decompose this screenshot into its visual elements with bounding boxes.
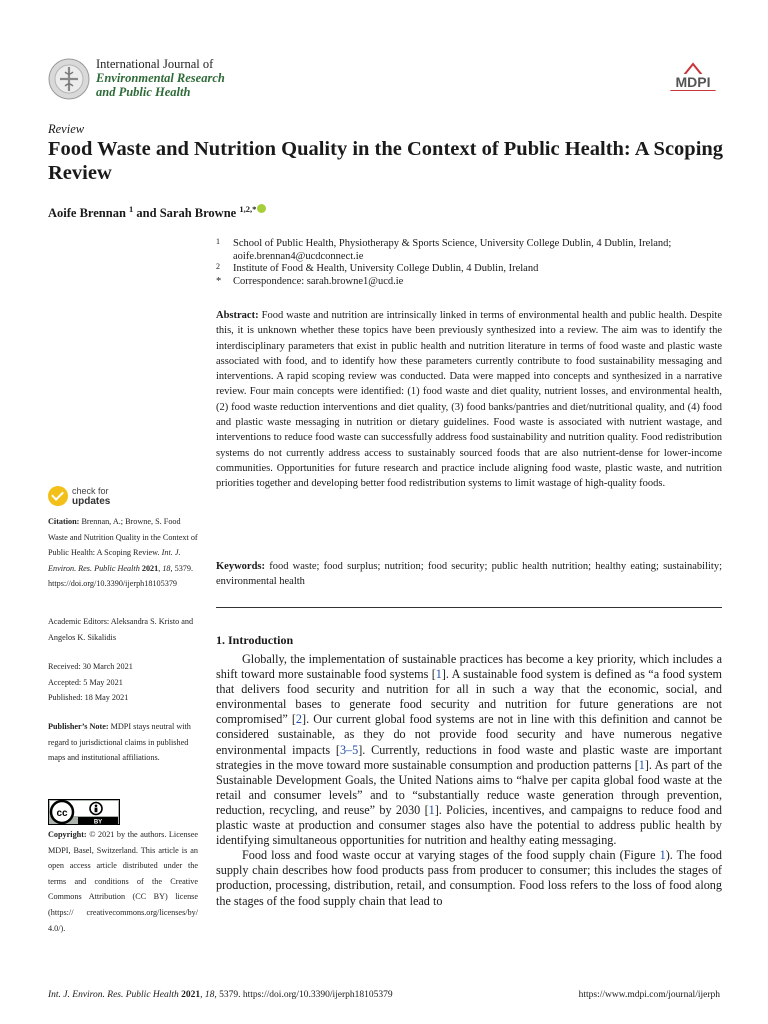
- publisher-note: [48, 719, 198, 766]
- footer-doi[interactable]: , 5379. https://doi.org/10.3390/ijerph18105379: [214, 990, 393, 1000]
- affiliation-marker: 2: [216, 262, 220, 271]
- orcid-icon[interactable]: [257, 204, 266, 213]
- affiliation-1: [216, 238, 726, 263]
- check-updates-text: [72, 487, 110, 506]
- affiliations: [216, 238, 726, 288]
- reference-link[interactable]: 1: [638, 757, 645, 772]
- paragraph-text: ]. Policies, incentives, and campaigns to reduce food and plastic waste at production and consumer stages also have the potential to address public health by identifying simultaneous opportunities for nutrition and healthy eating messaging.: [216, 802, 722, 848]
- citation-year: 2021: [141, 563, 159, 573]
- publisher-note-label: Publisher’s Note:: [48, 722, 109, 731]
- check-updates-line1: check for: [72, 486, 109, 496]
- footer-volume: 18: [204, 990, 215, 1000]
- keywords-text: food waste; food surplus; nutrition; food security; public health nutrition; healthy eating; sustainability; environmental health: [216, 561, 722, 587]
- check-updates-line2: updates: [72, 495, 111, 507]
- journal-name: [96, 57, 225, 99]
- author-list: [48, 204, 266, 221]
- author-1-affiliation: 1: [129, 204, 134, 214]
- reference-link[interactable]: 3–5: [339, 742, 359, 757]
- footer-journal-url[interactable]: https://www.mdpi.com/journal/ijerph: [578, 990, 720, 1000]
- section-heading-introduction: 1. Introduction: [216, 633, 294, 647]
- reference-link[interactable]: 1: [435, 667, 442, 682]
- paragraph: [216, 652, 722, 848]
- date-published: Published: 18 May 2021: [48, 693, 129, 703]
- journal-name-line2: Environmental Research: [96, 71, 225, 85]
- affiliation-text: School of Public Health, Physiotherapy & Sports Science, University College Dublin, 4 Dublin, Ireland; aoife.brennan4@ucdconnect.ie: [233, 238, 672, 262]
- article-title: Food Waste and Nutrition Quality in the Context of Public Health: A Scoping Review: [48, 138, 724, 184]
- abstract: [216, 308, 722, 492]
- footer-citation: Int. J. Environ. Res. Public Health 2021, 18, 5379. https://doi.org/10.3390/ijerph18105379: [48, 990, 393, 1000]
- citation-volume: 18: [162, 563, 171, 573]
- date-received: Received: 30 March 2021: [48, 662, 133, 671]
- abstract-text: Food waste and nutrition are intrinsically linked in terms of environmental health and public health. Despite this, it is unknown whether these topics have been previously synthesized into a review. The aim was to identify the interdisciplinary parameters that exist in public health and nutrition literature in terms of food waste and plastic waste associated with food, and to identify how these parameters currently contribute to food sustainability messaging and interventions. A rapid scoping review was conducted. Data were mapped into concepts and synthesized in a narrative review. Four main concepts were identified: (1) food waste and diet quality, nutrient losses, and environmental health, (2) food waste reduction interventions and diet quality, (3) food banks/pantries and diet/nutritional quality, and (4) food and plastic waste messaging in nutrition or dietary guidelines. Food waste is associated with nutrient wastage, and interventions to reduce food waste can successfully address food sustainability and nutrition quality. Food redistribution systems do not currently address access to sustainably sourced foods that are also nutrient-dense for lower-income communities. Opportunities for future research and practice include aligning food waste, plastic waste, and nutrition priorities together and developing better food redistribution systems to limit wastage of high-quality foods.: [216, 310, 722, 490]
- journal-name-line1: International Journal of: [96, 57, 214, 71]
- author-2-affiliation: 1,2,*: [239, 204, 257, 214]
- academic-editors: Academic Editors: Aleksandra S. Kristo and Angelos K. Sikalidis: [48, 617, 194, 642]
- correspondence-text: Correspondence: sarah.browne1@ucd.ie: [233, 275, 404, 287]
- paragraph-text: Globally, the implementation of sustainable practices has become a key priority, which includes a shift toward more sustainable food systems [: [216, 652, 722, 682]
- citation-label: Citation:: [48, 517, 80, 526]
- citation-doi[interactable]: , 5379. https://doi.org/10.3390/ijerph18105379: [48, 563, 194, 589]
- author-1[interactable]: Aoife Brennan: [48, 206, 126, 221]
- paragraph: [216, 848, 722, 908]
- footer-year: 2021: [181, 990, 201, 1000]
- figure-link[interactable]: 1: [659, 848, 666, 863]
- mdpi-logo-icon: [664, 62, 722, 96]
- copyright-notice: [48, 827, 198, 936]
- article-type: Review: [48, 122, 85, 136]
- cc-by-license-icon[interactable]: [48, 799, 120, 825]
- citation-text: Brennan, A.; Browne, S. Food Waste and Nutrition Quality in the Context of Public Health: A Scoping Review.: [48, 517, 198, 558]
- check-updates-icon: [48, 486, 68, 506]
- affiliation-marker: 1: [216, 237, 220, 246]
- introduction-body: [216, 652, 722, 909]
- paragraph-text: ). The food supply chain describes how food products pass from producer to consumer; this includes the stages of production, processing, distribution, retail, and consumption. Food loss refers to the loss of food along the stages of the food supply chain that lead to: [216, 848, 722, 908]
- check-for-updates-badge[interactable]: [48, 486, 158, 512]
- cc-label: cc: [56, 808, 68, 819]
- citation-journal: Int. J. Environ. Res. Public Health: [48, 548, 181, 573]
- abstract-label: Abstract:: [216, 310, 259, 321]
- affiliation-text: Institute of Food & Health, University College Dublin, 4 Dublin, Ireland: [233, 263, 539, 274]
- paragraph-text: Food loss and food waste occur at varying stages of the food supply chain (Figure: [242, 848, 660, 863]
- citation-block: Citation: Brennan, A.; Browne, S. Food Waste and Nutrition Quality in the Context of Public Health: A Scoping Review. Int. J. Environ. Res. Public Health 2021, 18, 5379. https://doi.org/10.3390/ijerph18105379: [48, 517, 198, 589]
- paragraph-text: ]. Our current global food systems are not in line with this definition and cannot be considered sustainable, as they do not provide food security and have numerous negative environmental impacts [: [216, 712, 722, 757]
- journal-logo-icon: [48, 58, 90, 100]
- keywords-label: Keywords:: [216, 561, 265, 572]
- reference-link[interactable]: 1: [428, 802, 435, 817]
- correspondence: [216, 276, 726, 289]
- publication-dates: [48, 659, 198, 706]
- author-conjunction: and: [133, 206, 160, 221]
- copyright-text: © 2021 by the authors. Licensee MDPI, Basel, Switzerland. This article is an open access article distributed under the terms and conditions of the Creative Commons Attribution (CC BY) license (https:// creativecommons.org/licenses/by/ 4.0/).: [48, 830, 199, 933]
- keywords: [216, 559, 722, 589]
- copyright-label: Copyright:: [48, 830, 87, 839]
- footer-journal: Int. J. Environ. Res. Public Health: [48, 990, 179, 1000]
- affiliation-2: [216, 263, 726, 276]
- section-divider: [216, 607, 722, 608]
- publisher-note-text: MDPI stays neutral with regard to jurisdictional claims in published maps and institutional affiliations.: [48, 722, 191, 763]
- date-accepted: Accepted: 5 May 2021: [48, 677, 123, 687]
- author-2[interactable]: Sarah Browne: [159, 206, 237, 221]
- paragraph-text: ]. As part of the Sustainable Development Goals, the United Nations aims to “halve per capita global food waste at the retail and consumer levels” and to “substantially reduce waste generation through prevention, reduction, recycling, and reuse” by 2030 [: [216, 757, 723, 817]
- paragraph-text: ]. A sustainable food system is defined as “a food system that delivers food security and nutrition for all in such a way that the economic, social, and environmental bases to generate food security and nutrition for future generations are not compromised” [: [216, 667, 722, 727]
- correspondence-marker: *: [216, 275, 222, 287]
- mdpi-logo-text: MDPI: [675, 74, 711, 90]
- journal-name-line3: and Public Health: [96, 85, 191, 99]
- cc-by-label: BY: [93, 819, 103, 825]
- paragraph-text: ]. Currently, reductions in food waste and plastic waste are important strategies in the move toward more sustainable consumption and production patterns [: [216, 742, 722, 772]
- reference-link[interactable]: 2: [295, 712, 303, 727]
